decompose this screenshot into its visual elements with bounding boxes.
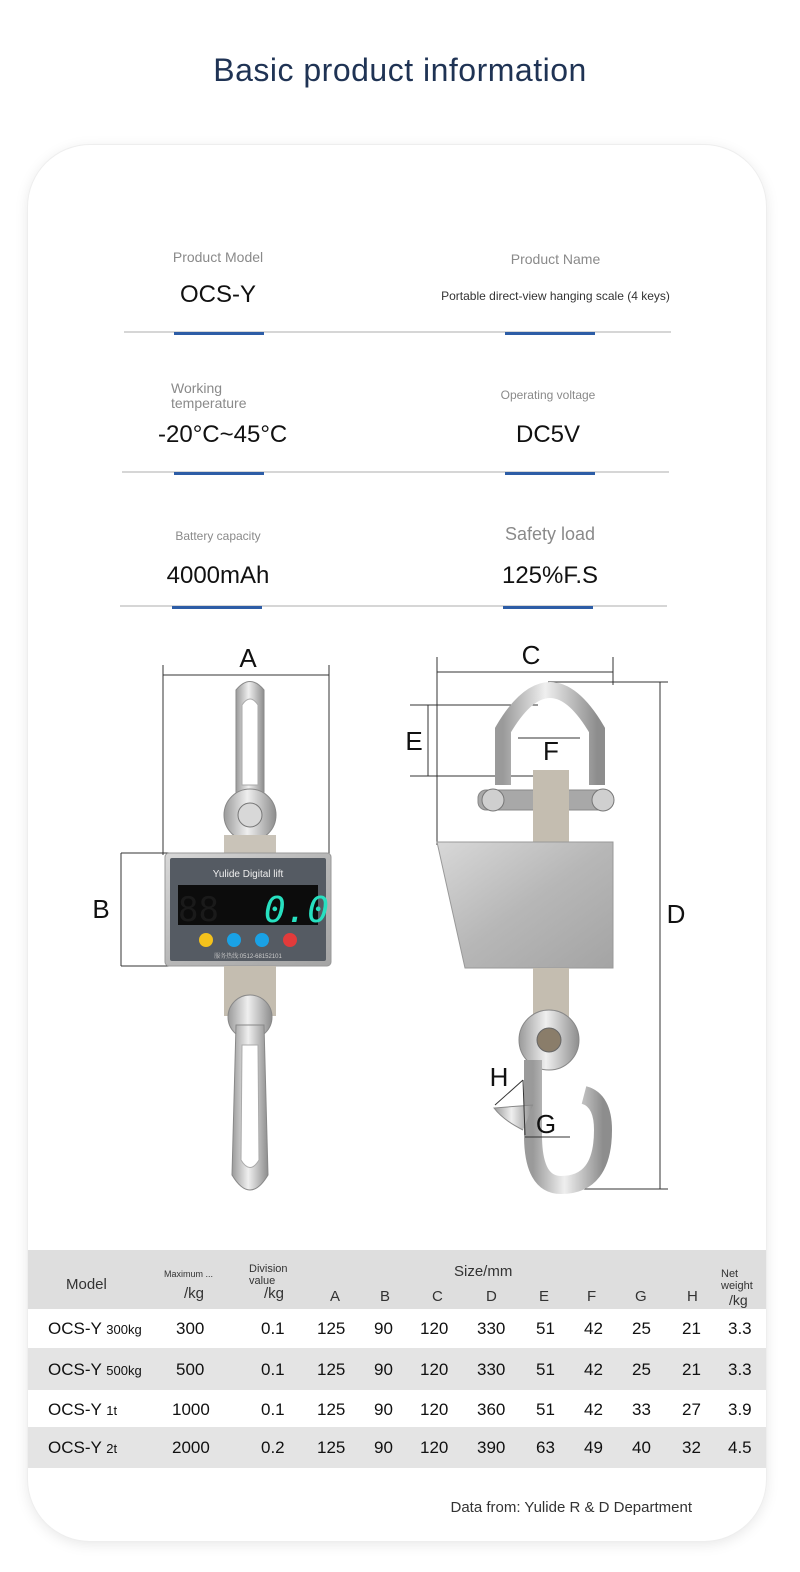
cell-b: 90	[374, 1360, 393, 1379]
cell-c: 120	[420, 1438, 449, 1457]
display-value: 0.0	[264, 890, 330, 931]
cell-e: 51	[536, 1400, 555, 1419]
spec-value: 125%F.S	[501, 562, 599, 589]
spec-value: Portable direct-view hanging scale (4 keys)	[441, 289, 670, 303]
col-header-e: E	[539, 1288, 550, 1305]
spec-label: Product Model	[172, 249, 264, 265]
cell-division: 0.1	[261, 1360, 285, 1379]
cell-division: 0.1	[261, 1400, 285, 1419]
cell-f: 42	[584, 1360, 603, 1379]
spec-label: Working temperature	[171, 380, 247, 411]
cell-b: 90	[374, 1438, 393, 1457]
cell-net: 4.5	[728, 1438, 752, 1457]
cell-g: 40	[632, 1438, 651, 1457]
cell-net: 3.3	[728, 1360, 752, 1379]
col-header-c: C	[432, 1288, 443, 1305]
spec-label: Safety load	[504, 524, 596, 544]
page-title: Basic product information	[213, 52, 587, 88]
cell-h: 27	[682, 1400, 701, 1419]
cell-d: 360	[477, 1400, 506, 1419]
col-header-a: A	[330, 1288, 341, 1305]
cell-model: OCS-Y 300kg	[48, 1319, 142, 1338]
cell-d: 330	[477, 1360, 506, 1379]
col-header-net: Net weight	[721, 1268, 753, 1292]
col-header-h: H	[687, 1288, 698, 1305]
col-header-max: Maximum ...	[164, 1269, 214, 1279]
spec-value: -20°C~45°C	[158, 421, 288, 448]
cell-d: 390	[477, 1438, 506, 1457]
table-row	[28, 1309, 766, 1348]
cell-max: 500	[176, 1360, 205, 1379]
cell-max: 1000	[172, 1400, 210, 1419]
cell-c: 120	[420, 1400, 449, 1419]
hotline-text: 服务热线:0512-68152101	[214, 954, 282, 960]
product-info-card	[28, 145, 766, 1541]
cell-b: 90	[374, 1400, 393, 1419]
cell-f: 42	[584, 1319, 603, 1338]
col-header-b: B	[380, 1288, 391, 1305]
dimension-diagram	[28, 145, 766, 1250]
col-header-size: Size/mm	[454, 1263, 513, 1280]
cell-g: 33	[632, 1400, 651, 1419]
col-header-division-unit: /kg	[264, 1285, 285, 1302]
col-header-max-unit: /kg	[184, 1285, 205, 1302]
cell-e: 63	[536, 1438, 555, 1457]
cell-c: 120	[420, 1360, 449, 1379]
table-header	[28, 1250, 766, 1309]
key-icon	[199, 933, 213, 947]
cell-d: 330	[477, 1319, 506, 1338]
dimension-label-h: H	[489, 1062, 509, 1092]
table-row	[28, 1390, 766, 1427]
cell-h: 32	[682, 1438, 701, 1457]
spec-value: DC5V	[515, 421, 581, 448]
col-header-division: Division value	[249, 1263, 288, 1287]
dimension-label-g: G	[535, 1109, 557, 1139]
col-header-f: F	[587, 1288, 597, 1305]
cell-e: 51	[536, 1360, 555, 1379]
cell-division: 0.2	[261, 1438, 285, 1457]
col-header-net-unit: /kg	[729, 1292, 748, 1308]
dimension-label-a: A	[239, 643, 257, 673]
cell-a: 125	[317, 1438, 346, 1457]
col-header-model: Model	[66, 1276, 107, 1293]
cell-net: 3.3	[728, 1319, 752, 1338]
cell-h: 21	[682, 1319, 701, 1338]
key-icon	[255, 933, 269, 947]
dimension-label-e: E	[405, 726, 423, 756]
device-brand: Yulide Digital lift	[212, 869, 284, 880]
cell-model: OCS-Y 500kg	[48, 1360, 142, 1379]
key-icon	[283, 933, 297, 947]
dimension-label-f: F	[543, 736, 559, 766]
front-view-scale	[92, 643, 331, 1190]
cell-a: 125	[317, 1360, 346, 1379]
cell-g: 25	[632, 1360, 651, 1379]
cell-a: 125	[317, 1400, 346, 1419]
cell-model: OCS-Y 1t	[48, 1400, 118, 1419]
spec-label: Battery capacity	[175, 529, 261, 543]
cell-g: 25	[632, 1319, 651, 1338]
cell-f: 42	[584, 1400, 603, 1419]
cell-e: 51	[536, 1319, 555, 1338]
cell-net: 3.9	[728, 1400, 752, 1419]
key-icon	[227, 933, 241, 947]
cell-model: OCS-Y 2t	[48, 1438, 118, 1457]
spec-label: Product Name	[510, 251, 601, 267]
side-view-scale	[405, 640, 685, 1189]
spec-label: Operating voltage	[500, 388, 596, 402]
table-row	[28, 1348, 766, 1390]
cell-max: 2000	[172, 1438, 210, 1457]
dimension-label-d: D	[666, 899, 686, 929]
cell-b: 90	[374, 1319, 393, 1338]
data-source-note: Data from: Yulide R & D Department	[450, 1499, 692, 1516]
spec-value: 4000mAh	[166, 562, 270, 589]
col-header-d: D	[486, 1288, 497, 1305]
dimension-label-c: C	[521, 640, 541, 670]
cell-h: 21	[682, 1360, 701, 1379]
spec-value: OCS-Y	[179, 281, 256, 308]
display-inactive-digits: 88	[178, 890, 219, 930]
cell-division: 0.1	[261, 1319, 285, 1338]
table-row	[28, 1427, 766, 1468]
col-header-g: G	[635, 1288, 647, 1305]
cell-max: 300	[176, 1319, 205, 1338]
dimension-label-b: B	[92, 894, 110, 924]
cell-c: 120	[420, 1319, 449, 1338]
cell-a: 125	[317, 1319, 346, 1338]
cell-f: 49	[584, 1438, 603, 1457]
